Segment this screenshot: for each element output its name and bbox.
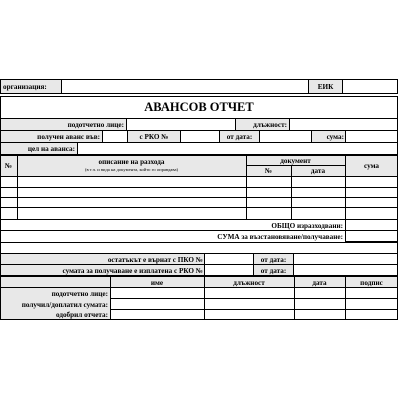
col-description-note: (в т.ч. и вида на документа, който го оправдава) bbox=[84, 167, 179, 172]
col-doc-no-header: № bbox=[264, 167, 273, 175]
col-description-header: описание на разхода bbox=[98, 158, 165, 166]
accountable-label: подотчетно лице: bbox=[67, 121, 124, 129]
advance-date-label: от дата: bbox=[226, 133, 253, 141]
table-row bbox=[0, 207, 398, 208]
paid-date-label: от дата: bbox=[260, 267, 287, 275]
total-spent-label: ОБЩО изразходвани: bbox=[271, 222, 343, 230]
col-amount-header: сума bbox=[363, 162, 380, 170]
col-no-header: № bbox=[4, 162, 13, 170]
paid-rko-field[interactable] bbox=[204, 264, 254, 276]
col-doc-date-header: дата bbox=[310, 167, 326, 175]
amount-label: сума: bbox=[326, 133, 344, 141]
returned-label: остатъкът е върнат с ПКО № bbox=[107, 256, 203, 264]
eik-label: ЕИК bbox=[317, 83, 334, 91]
position-label: длъжност: bbox=[253, 121, 287, 129]
advance-received-label: получен аванс във: bbox=[37, 133, 100, 141]
eik-field[interactable] bbox=[342, 79, 398, 94]
col-document-header: документ bbox=[280, 157, 311, 165]
organization-label: организация: bbox=[3, 83, 47, 91]
table-row bbox=[0, 197, 398, 198]
sig-col-date: дата bbox=[312, 279, 327, 287]
organization-field[interactable] bbox=[61, 79, 309, 94]
table-row bbox=[0, 176, 398, 177]
rko-label: с РКО № bbox=[139, 133, 169, 141]
purpose-field[interactable] bbox=[77, 142, 398, 155]
sig-col-name: име bbox=[150, 279, 164, 287]
table-row bbox=[0, 219, 398, 220]
sig-row-received: получил/доплатил сумата: bbox=[21, 301, 108, 309]
balance-field[interactable] bbox=[345, 230, 398, 242]
purpose-label: цел на аванса: bbox=[27, 145, 75, 153]
sig-row-approved: одобрил отчета: bbox=[55, 311, 108, 319]
sig-row-accountable: подотчетно лице: bbox=[51, 290, 108, 298]
sig-col-signature: подпис bbox=[360, 279, 383, 287]
returned-date-label: от дата: bbox=[260, 256, 287, 264]
form-title: АВАНСОВ ОТЧЕТ bbox=[144, 100, 254, 114]
balance-label: СУМА за възстановяване/получаване: bbox=[217, 233, 343, 241]
table-row bbox=[0, 187, 398, 188]
paid-label: сумата за получаване е изплатена с РКО № bbox=[62, 267, 203, 275]
sig-col-position: длъжност bbox=[233, 279, 265, 287]
paid-date-field[interactable] bbox=[293, 264, 398, 276]
